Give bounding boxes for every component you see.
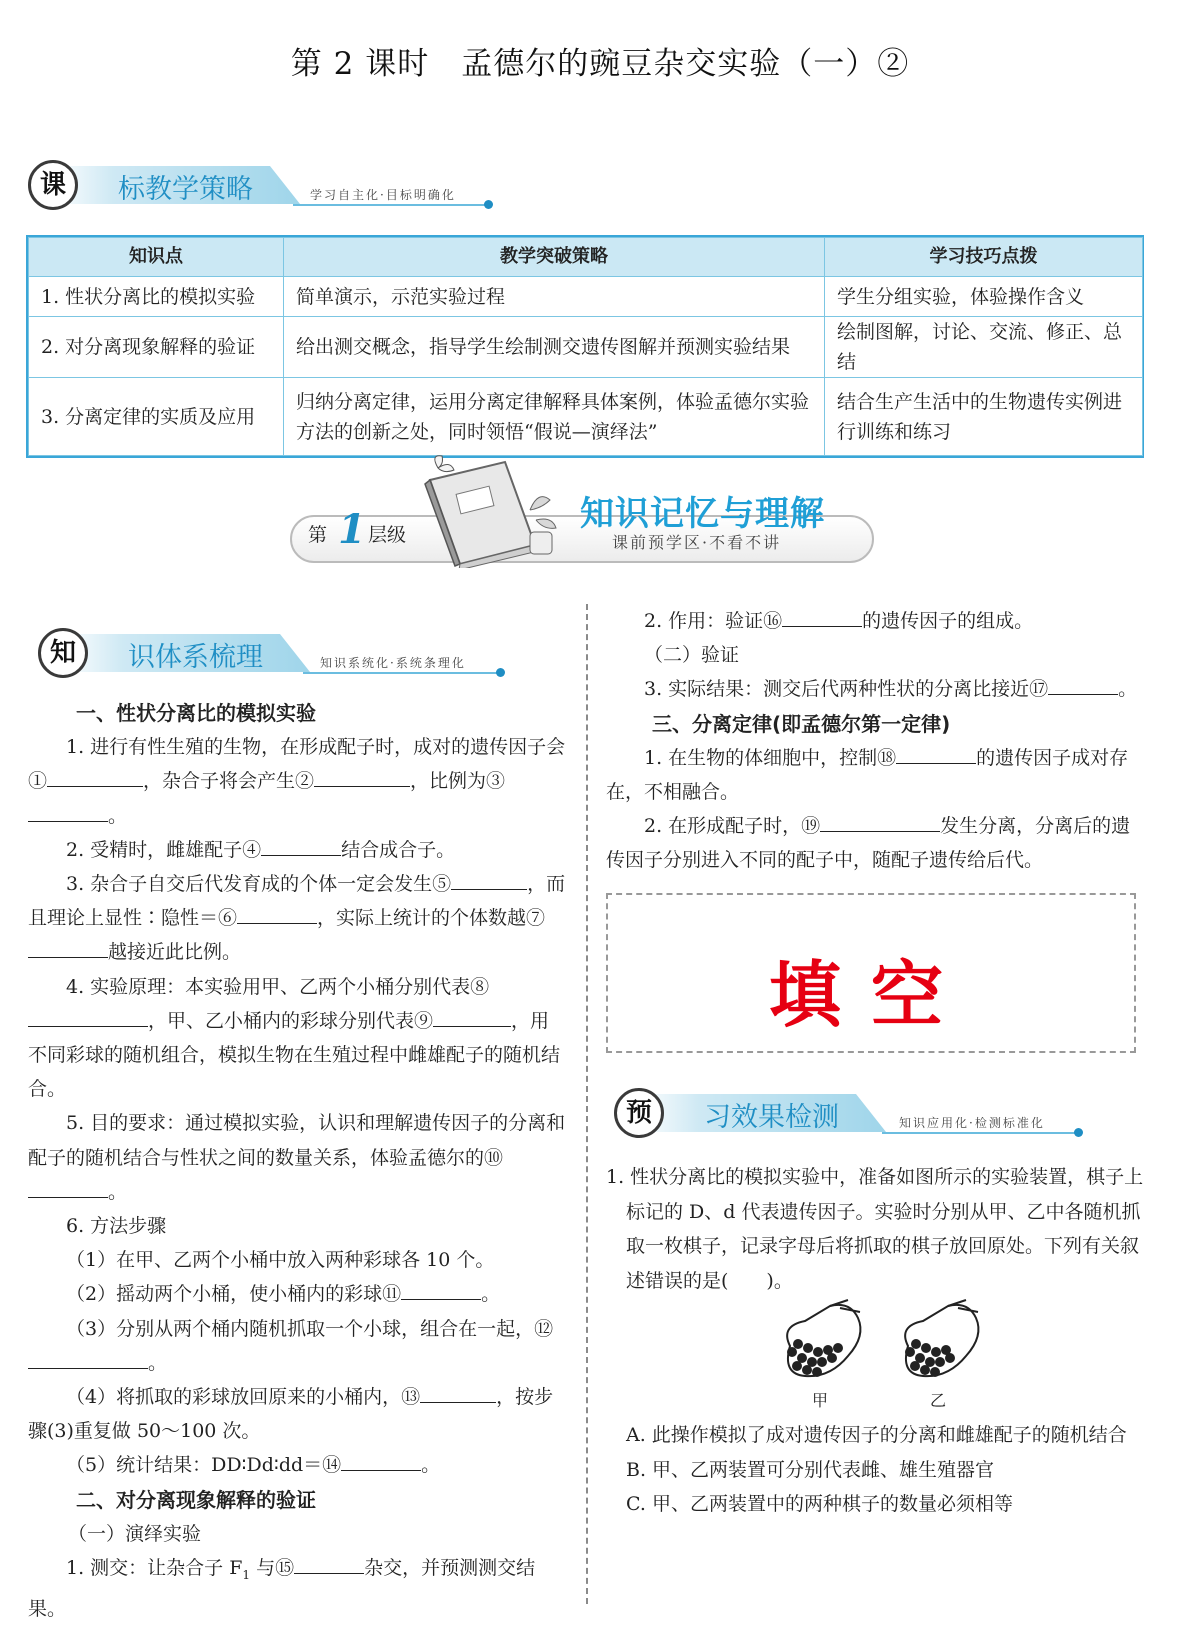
blank-16[interactable] [782,604,862,627]
paragraph-3 [28,867,566,970]
text: ，而且理论上显性∶隐性＝⑥ [28,873,566,930]
section-subtitle: 学习自主化·目标明确化 [310,188,456,202]
blank-12[interactable] [28,1346,148,1369]
text: （5）统计结果：DD∶Dd∶dd＝⑭ [66,1454,342,1477]
section-subtitle: 知识应用化·检测标准化 [899,1116,1045,1130]
verify-heading: （二）验证 [644,644,740,667]
figure-label-yi: 乙 [930,1391,947,1410]
text: 。 [148,1351,168,1374]
section-title: 习效果检测 [704,1102,839,1133]
step-4 [28,1380,566,1448]
section-dot [484,200,493,209]
heading-three: 三、分离定律(即孟德尔第一定律) [652,711,951,736]
table-row [29,317,1143,378]
paragraph-6: 6. 方法步骤 [66,1215,167,1238]
blank-11[interactable] [401,1277,481,1300]
text: 1. 测交：让杂合子 F [66,1557,243,1580]
testcross-line [28,1551,566,1626]
book-illustration [410,450,570,568]
section-dot [496,668,505,677]
function-line [606,604,1146,638]
blank-6[interactable] [237,901,317,924]
level-prefix: 第 [308,524,328,546]
law-para-1 [606,741,1146,809]
table-cell: 归纳分离定律，运用分离定律解释具体案例，体验孟德尔实验方法的创新之处，同时领悟“假说—演绎法” [284,378,825,456]
text: 的遗传因子成对存在，不相融合。 [606,746,1129,804]
text: 5. 目的要求：通过模拟实验，认识和理解遗传因子的分离和配子的随机结合与性状之间的数量关系，体验孟德尔的⑩ [28,1112,566,1169]
blank-15[interactable] [294,1551,364,1574]
text: ，杂合子将会产生② [143,770,315,793]
paragraph-1 [28,730,566,833]
step-2 [28,1277,566,1311]
blank-9[interactable] [433,1004,511,1027]
text: （3）分别从两个桶内随机抓取一个小球，组合在一起，⑫ [66,1317,554,1340]
table-cell: 学生分组实验，体验操作含义 [825,277,1143,317]
sub-heading: （一）演绎实验 [68,1522,202,1545]
section-subtitle: 知识系统化·系统条理化 [320,656,466,670]
text: 3. 杂合子自交后代发育成的个体一定会发生⑤ [66,873,452,896]
strategy-table [26,235,1144,458]
bag-jia [787,1300,860,1377]
paragraph-2 [28,833,566,867]
step-1: （1）在甲、乙两个小桶中放入两种彩球各 10 个。 [66,1249,495,1272]
table-cell: 3. 分离定律的实质及应用 [29,378,284,456]
text: 2. 在形成配子时，⑲ [644,815,821,838]
blank-19[interactable] [820,809,940,832]
table-cell: 简单演示，示范实验过程 [284,277,825,317]
subscript: 1 [242,1567,251,1582]
paragraph-4 [28,970,566,1107]
text: ，实际上统计的个体数越⑦ [317,907,546,930]
text: 。 [1118,678,1138,701]
section-underline [303,672,498,674]
blank-2[interactable] [314,764,410,787]
section-header-knowledge [38,628,508,680]
section-badge: 知 [38,628,88,678]
result-line [606,672,1146,706]
text: 发生分离，分离后的遗传因子分别进入不同的配子中，随配子遗传给后代。 [606,815,1131,872]
text: 4. 实验原理：本实验用甲、乙两个小桶分别代表⑧ [66,975,490,998]
section-header-strategy [28,160,498,212]
table-cell: 绘制图解，讨论、交流、修正、总结 [825,317,1143,378]
blank-18[interactable] [896,741,976,764]
step-5 [28,1448,566,1482]
step-3 [28,1312,566,1380]
text: 越接近此比例。 [108,941,242,964]
blank-5[interactable] [451,867,527,890]
section-title: 标教学策略 [118,174,253,205]
table-cell: 结合生产生活中的生物遗传实例进行训练和练习 [825,378,1143,456]
table-header-cell: 知识点 [29,238,284,277]
blank-17[interactable] [1048,672,1118,695]
blank-7[interactable] [28,935,108,958]
table-cell: 2. 对分离现象解释的验证 [29,317,284,378]
blank-13[interactable] [420,1380,496,1403]
blank-1[interactable] [47,764,143,787]
text: ，甲、乙小桶内的彩球分别代表⑨ [148,1009,434,1032]
level-suffix: 层级 [368,524,407,546]
figure-label-jia: 甲 [812,1391,829,1410]
section-badge: 课 [28,160,78,210]
text: 。 [108,804,128,827]
text: 2. 作用：验证⑯ [644,610,783,632]
bag-figure [770,1296,1000,1406]
table-header-cell: 学习技巧点拨 [825,238,1143,277]
text: ，比例为③ [410,770,506,793]
level-subtitle: 课前预学区·不看不讲 [612,533,782,552]
option-b[interactable]: B. 甲、乙两装置可分别代表雌、雄生殖器官 [626,1458,995,1481]
question-1 [606,1160,1146,1298]
text: 1. 在生物的体细胞中，控制⑱ [644,746,897,769]
section-dot [1074,1128,1083,1137]
option-c[interactable]: C. 甲、乙两装置中的两种棋子的数量必须相等 [626,1493,1013,1515]
section-underline [293,204,488,206]
level-banner [290,450,875,580]
blank-4[interactable] [261,833,341,856]
blank-3[interactable] [28,799,108,822]
table-header-row [29,238,1143,277]
table-row [29,378,1143,456]
table-cell: 给出测交概念，指导学生绘制测交遗传图解并预测实验结果 [284,317,825,378]
section-title: 识体系梳理 [128,642,263,673]
level-title: 知识记忆与理解 [580,494,825,534]
text: 。 [108,1180,128,1203]
blank-8[interactable] [28,1004,148,1027]
fill-label: 填空 [768,952,973,1037]
text: 杂交，并预测测交结果。 [28,1557,536,1621]
text: 1. 进行有性生殖的生物，在形成配子时，成对的遗传因子会① [28,736,566,793]
text: 。 [421,1454,441,1477]
section-header-preview [614,1088,1094,1140]
text: 2. 受精时，雌雄配子④ [66,838,262,861]
question-stem: 1. 性状分离比的模拟实验中，准备如图所示的实验装置，棋子上标记的 D、d 代表遗传因子。实验时分别从甲、乙中各随机抓取一枚棋子，记录字母后将抓取的棋子放回原处。下列有关叙述错误的是( )。 [606,1166,1144,1292]
blank-10[interactable] [28,1175,108,1198]
text: 与⑮ [250,1557,295,1580]
text: ，按步骤(3)重复做 50～100 次。 [28,1386,554,1443]
level-number: 1 [338,506,366,553]
heading-two: 二、对分离现象解释的验证 [76,1487,316,1512]
paragraph-5 [28,1106,566,1209]
blank-14[interactable] [341,1448,421,1471]
text: （2）摇动两个小桶，使小桶内的彩球⑪ [66,1283,402,1306]
text: ，用不同彩球的随机组合，模拟生物在生殖过程中雌雄配子的随机结合。 [28,1009,561,1101]
table-cell: 1. 性状分离比的模拟实验 [29,277,284,317]
question-options [626,1418,1146,1522]
table-header-cell: 教学突破策略 [284,238,825,277]
text: 。 [481,1283,501,1306]
bag-yi [905,1300,978,1377]
section-underline [882,1132,1077,1134]
heading-one: 一、性状分离比的模拟实验 [76,701,316,725]
text: 结合成合子。 [341,838,456,861]
table-row [29,277,1143,317]
text: （4）将抓取的彩球放回原来的小桶内，⑬ [66,1386,421,1409]
page-title: 第 2 课时 孟德尔的豌豆杂交实验（一）② [290,46,910,82]
text: 的遗传因子的组成。 [862,610,1034,632]
right-column [606,604,1146,878]
option-a[interactable]: A. 此操作模拟了成对遗传因子的分离和雌雄配子的随机结合 [626,1424,1127,1446]
section-badge: 预 [614,1088,664,1138]
text: 3. 实际结果：测交后代两种性状的分离比接近⑰ [644,678,1049,701]
fill-in-box [606,893,1136,1053]
column-divider [586,604,588,1604]
law-para-2 [606,809,1146,877]
left-column [28,696,566,1626]
